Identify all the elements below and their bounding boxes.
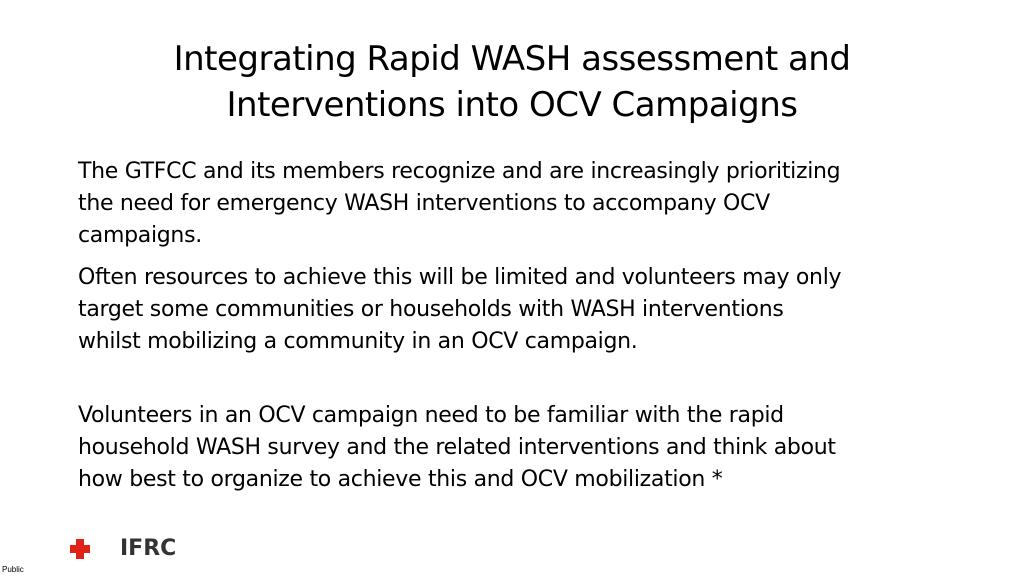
- paragraph-line: the need for emergency WASH interventions to accompany OCV: [78, 191, 770, 216]
- paragraph-line: whilst mobilizing a community in an OCV campaign.: [78, 329, 638, 354]
- paragraph-resources: [78, 262, 958, 358]
- classification-label: Public: [2, 565, 24, 574]
- paragraph-line: Volunteers in an OCV campaign need to be familiar with the rapid: [78, 403, 784, 428]
- paragraph-volunteers: [78, 400, 958, 496]
- paragraph-line: how best to organize to achieve this and OCV mobilization *: [78, 467, 723, 492]
- title-line-2: Interventions into OCV Campaigns: [226, 85, 798, 125]
- ifrc-logo: [70, 536, 176, 562]
- slide-title: [60, 36, 964, 128]
- paragraph-line: The GTFCC and its members recognize and are increasingly prioritizing: [78, 159, 841, 184]
- paragraph-gtfcc: [78, 156, 958, 252]
- title-line-1: Integrating Rapid WASH assessment and: [173, 39, 851, 79]
- ifrc-wordmark: IFRC: [120, 536, 177, 561]
- slide-body: [78, 156, 958, 496]
- paragraph-line: Often resources to achieve this will be limited and volunteers may only: [78, 265, 842, 290]
- paragraph-line: household WASH survey and the related interventions and think about: [78, 435, 836, 460]
- paragraph-line: target some communities or households with WASH interventions: [78, 297, 784, 322]
- paragraph-line: campaigns.: [78, 223, 202, 248]
- red-cross-red-crescent-icon: [70, 536, 114, 562]
